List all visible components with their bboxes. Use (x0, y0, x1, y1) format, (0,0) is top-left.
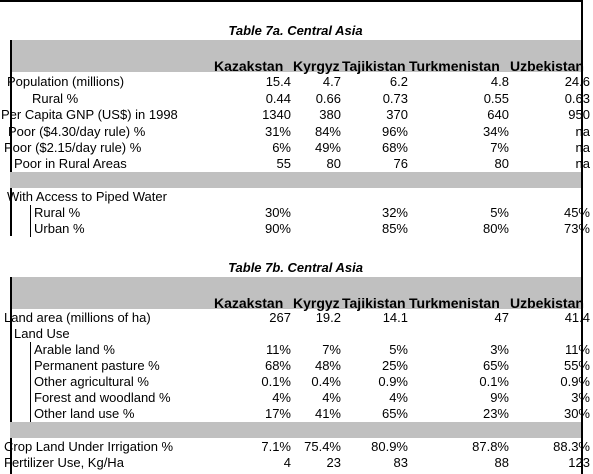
row-value: 1340 (262, 107, 291, 122)
row-value: 4% (322, 390, 341, 405)
row-value: 9% (490, 390, 509, 405)
row-value: 6.2 (389, 74, 408, 89)
row-value: 14.1 (382, 310, 408, 325)
table-a-row (0, 91, 593, 107)
row-label: Land Use (14, 326, 70, 341)
row-label: Other agricultural % (30, 374, 149, 390)
row-value: 87.8% (472, 439, 509, 454)
row-value: 96% (381, 124, 408, 139)
row-value: 68% (381, 140, 408, 155)
row-label: Arable land % (30, 342, 115, 358)
row-value: 80 (494, 156, 509, 171)
row-value: 5% (389, 342, 408, 357)
row-value: 3% (490, 342, 509, 357)
row-value: 0.9% (560, 374, 590, 389)
row-value: na (575, 156, 590, 171)
row-value: 31% (264, 124, 291, 139)
top-border (0, 0, 583, 2)
table-b-title: Table 7b. Central Asia (228, 260, 363, 275)
row-value: 80 (326, 156, 341, 171)
row-value: 34% (482, 124, 509, 139)
row-value: na (575, 140, 590, 155)
table-a-row (0, 107, 593, 123)
row-label: Poor in Rural Areas (14, 156, 127, 171)
row-value: 73% (563, 221, 590, 236)
row-value: 11% (265, 342, 291, 357)
row-value: 0.55 (483, 91, 509, 106)
table-b-landuse-row (0, 342, 593, 358)
row-value: 30% (264, 205, 291, 220)
row-value: 0.1% (261, 374, 291, 389)
row-value: 0.9% (378, 374, 408, 389)
row-value: 7.1% (261, 439, 291, 454)
table-a-col-tajikistan: Tajikistan (342, 58, 406, 74)
row-value: 41.4 (564, 310, 590, 325)
row-label: Urban % (30, 221, 85, 237)
row-value: 4.8 (490, 74, 509, 89)
row-label: Population (millions) (7, 74, 125, 89)
row-value: 4% (389, 390, 408, 405)
row-label: Rural % (32, 91, 79, 106)
row-value: 84% (314, 124, 341, 139)
row-value: 4.7 (322, 74, 341, 89)
row-value: 55% (563, 358, 590, 373)
row-value: 15.4 (265, 74, 291, 89)
row-value: 25% (381, 358, 408, 373)
row-value: 24.6 (564, 74, 590, 89)
row-value: 41% (314, 406, 341, 421)
row-value: 4 (283, 455, 291, 470)
row-label: Crop Land Under Irrigation % (4, 439, 174, 454)
table-a-col-kazakstan: Kazakstan (214, 58, 284, 74)
table-b-separator-band (10, 422, 581, 438)
table-b-landuse-row (0, 358, 593, 374)
row-value: 65% (482, 358, 509, 373)
row-label: Poor ($4.30/day rule) % (8, 124, 146, 139)
table-a-col-uzbekistan: Uzbekistan (510, 58, 584, 74)
row-value: 7% (322, 342, 341, 357)
row-value: 4% (272, 390, 291, 405)
table-b-bottom-row (0, 439, 593, 455)
table-a-water-heading (0, 189, 593, 205)
row-value: 75.4% (304, 439, 341, 454)
row-value: 3% (571, 390, 590, 405)
table-a-title: Table 7a. Central Asia (228, 23, 363, 38)
table-b-col-tajikistan: Tajikistan (342, 295, 406, 311)
table-b-col-uzbekistan: Uzbekistan (510, 295, 584, 311)
row-value: 65% (381, 406, 408, 421)
table-a-row (0, 140, 593, 156)
row-value: 380 (319, 107, 341, 122)
row-value: 85% (381, 221, 408, 236)
row-label: Fertilizer Use, Kg/Ha (4, 455, 124, 470)
row-value: 640 (487, 107, 509, 122)
row-value: 55 (276, 156, 291, 171)
row-value: 0.4% (311, 374, 341, 389)
row-value: 5% (490, 205, 509, 220)
row-value: 68% (264, 358, 291, 373)
row-value: na (575, 124, 590, 139)
table-b-col-kazakstan: Kazakstan (214, 295, 284, 311)
row-value: 88.3% (553, 439, 590, 454)
row-value: 88 (494, 455, 509, 470)
table-a-row (0, 74, 593, 90)
table-a-col-turkmenistan: Turkmenistan (409, 58, 500, 74)
row-value: 950 (568, 107, 590, 122)
table-b-landuse-row (0, 374, 593, 390)
table-a-water-row (0, 205, 593, 221)
row-value: 47 (494, 310, 509, 325)
row-value: 370 (386, 107, 408, 122)
table-a-col-kyrgyz: Kyrgyz (293, 58, 340, 74)
row-label: Land area (millions of ha) (4, 310, 151, 325)
row-label: Forest and woodland % (30, 390, 171, 406)
row-value: 23% (482, 406, 509, 421)
table-a-row (0, 156, 593, 172)
row-value: 45% (563, 205, 590, 220)
table-b-col-kyrgyz: Kyrgyz (293, 295, 340, 311)
row-value: 0.73 (382, 91, 408, 106)
table-a-water-row (0, 221, 593, 237)
row-label: Permanent pasture % (30, 358, 160, 374)
row-value: 123 (568, 455, 590, 470)
row-value: 32% (381, 205, 408, 220)
row-label: Per Capita GNP (US$) in 1998 (1, 107, 178, 122)
table-b-landuse-row (0, 390, 593, 406)
table-b-landuse-row (0, 406, 593, 422)
table-b-land-use-heading (0, 326, 593, 342)
row-value: 30% (563, 406, 590, 421)
row-value: 76 (393, 156, 408, 171)
row-value: 267 (269, 310, 291, 325)
table-b-bottom-row (0, 455, 593, 471)
row-value: 90% (264, 221, 291, 236)
row-value: 83 (393, 455, 408, 470)
row-value: 17% (264, 406, 291, 421)
row-value: 7% (490, 140, 509, 155)
row-value: 23 (326, 455, 341, 470)
table-b-col-turkmenistan: Turkmenistan (409, 295, 500, 311)
row-value: 80% (482, 221, 509, 236)
row-label: Other land use % (30, 406, 134, 422)
row-value: 0.44 (265, 91, 291, 106)
row-value: 80.9% (371, 439, 408, 454)
row-value: 0.1% (479, 374, 509, 389)
row-value: 0.66 (315, 91, 341, 106)
table-a-separator-band (10, 172, 581, 188)
row-label: With Access to Piped Water (7, 189, 167, 204)
row-value: 49% (314, 140, 341, 155)
row-label: Rural % (30, 205, 80, 221)
table-a-row (0, 124, 593, 140)
row-value: 19.2 (315, 310, 341, 325)
row-value: 0.63 (564, 91, 590, 106)
table-b-land-area-row (0, 310, 593, 326)
row-value: 6% (272, 140, 291, 155)
row-value: 48% (314, 358, 341, 373)
row-value: 11% (564, 342, 590, 357)
row-label: Poor ($2.15/day rule) % (4, 140, 142, 155)
